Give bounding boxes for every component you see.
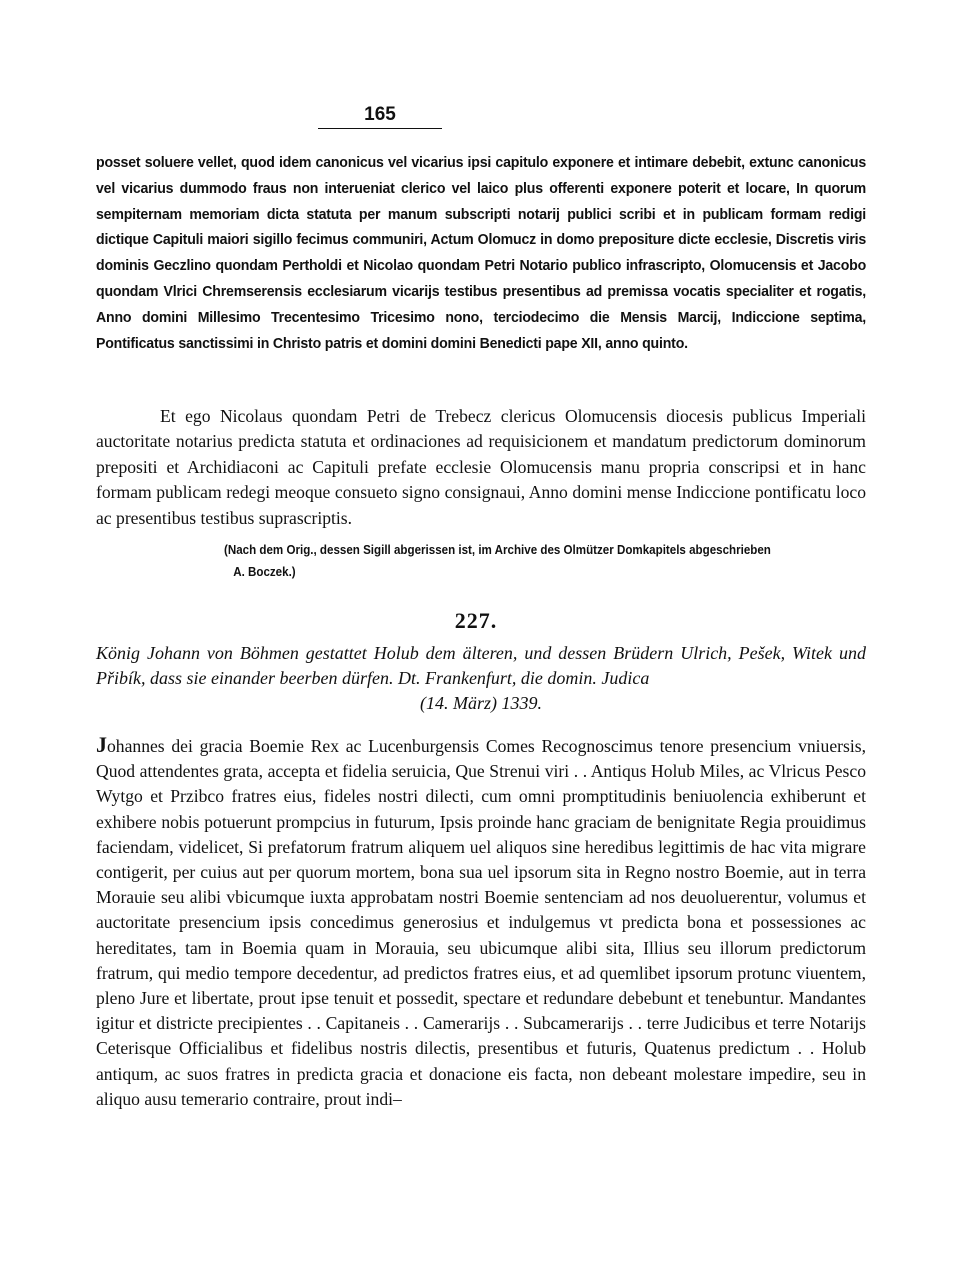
top-paragraph-block (96, 150, 866, 356)
heading-text: König Johann von Böhmen gestattet Holub dem älteren, und dessen Brüdern Ulrich, Pešek, Witek und Přibík, dass sie einander beerben dürfen. Dt. Frankenfurt, die domin. Judica (96, 643, 866, 688)
top-paragraph: posset soluere vellet, quod idem canonicus vel vicarius ipsi capitulo exponere et intimare debebit, extunc canonicus vel vicarius dummodo fraus non interueniat clerico vel laico plus offerenti exponere poterit et locare, In quorum sempiternam memoriam dicta statuta per manum subscripti notarij publici scribi et in publicam formam redigi dictique Capituli maiori sigillo fecimus communiri, Actum Olomucz in domo prepositure dicte ecclesie, Discretis viris dominis Geczlino quondam Pertholdi et Nicolao quondam Petri Notario publico infrascripto, Olomucensis et Jacobo quondam Vlrici Chremserensis ecclesiarum vicarijs testibus presentibus ad premissa vocatis specialiter et rogatis, Anno domini Millesimo Trecentesimo Tricesimo nono, terciodecimo die Mensis Marcij, Indiccione septima, Pontificatus sanctissimi in Christo patris et domini domini Benedicti pape XII, anno quinto. (96, 154, 867, 352)
document-heading (96, 641, 866, 716)
source-note (224, 539, 831, 583)
charter-text (96, 732, 866, 1112)
document-number: 227. (454, 608, 498, 633)
notary-paragraph-block (96, 404, 866, 531)
initial-letter: J (96, 732, 107, 757)
charter-body-text: ohannes dei gracia Boemie Rex ac Lucenburgensis Comes Recognoscimus tenore presencium vniuersis, Quod attendentes grata, accepta et fidelia seruicia, Que Strenui viri . . Antiqus Holub Miles, ac Vlricus Pesco Wytgo et Przibco fratres eius, fideles nostri dilecti, cum omni promptitudinis beniuolencia exhiberunt et exhibere nobis potuerunt prompcius in futurum, Ipsis proinde hanc graciam de benignitate Regia prouidimus faciendam, videlicet, Si prefatorum fratrum aliquem uel aliquos sine heredibus legittimis de hac vita migrare contigerit, per cuius aut per quorum mortem, bona sua uel ipsorum sita in Regno nostro Boemie, aut in terra Morauie seu alibi vbicumque iuxta approbatam nostri Boemie sentenciam ad nos deuoluerentur, volumus et auctoritate presencium ipsis concedimus generosius et indulgemus vt predicta bona et possessiones ac hereditates, tam in Boemia quam in Morauia, seu ubicumque alibi sita, Illius seu illorum predictorum fratrum, qui medio tempore decedentur, ad predictos fratres eius, et ad quemlibet ipsorum protunc viuentem, pleno Jure et libertate, prout ipse tenuit et possedit, spectare et redundare debebunt et tenebuntur. Mandantes igitur et districte precipientes . . Capitaneis . . Camerarijs . . Subcamerarijs . . terre Judicibus et terre Notarijs Ceterisque Officialibus et fidelibus nostris dilectis, presentibus et futuris, Quatenus predictum . . Holub antiqum, ac suos fratres in predicta gracia et donacione eis facta, non debeant molestare impedire, seu in aliquo ausu temerario contraire, prout indi– (96, 736, 866, 1109)
heading-date: (14. März) 1339. (420, 693, 542, 713)
page-number: 165 (364, 104, 396, 125)
charter-body (96, 732, 866, 1112)
source-note-line-2: A. Boczek.) (233, 565, 296, 579)
notary-paragraph: Et ego Nicolaus quondam Petri de Trebecz clericus Olomucensis diocesis publicus Imperiali auctoritate notarius predicta statuta et ordinaciones ad requisicionem et mandatum predictorum dominorum prepositi et Archidiaconi ac Capituli prefate ecclesie Olomucensis manu propria conscripsi et in hanc formam publicam redegi meoque consueto signo consignaui, Anno domini mense Indiccione pontificatu loco ac presentibus testibus suprascriptis. (96, 406, 866, 528)
page-number-rule (318, 128, 442, 129)
source-note-line-1: (Nach dem Orig., dessen Sigill abgerissen ist, im Archive des Olmützer Domkapitels abgeschrieben (224, 543, 771, 557)
